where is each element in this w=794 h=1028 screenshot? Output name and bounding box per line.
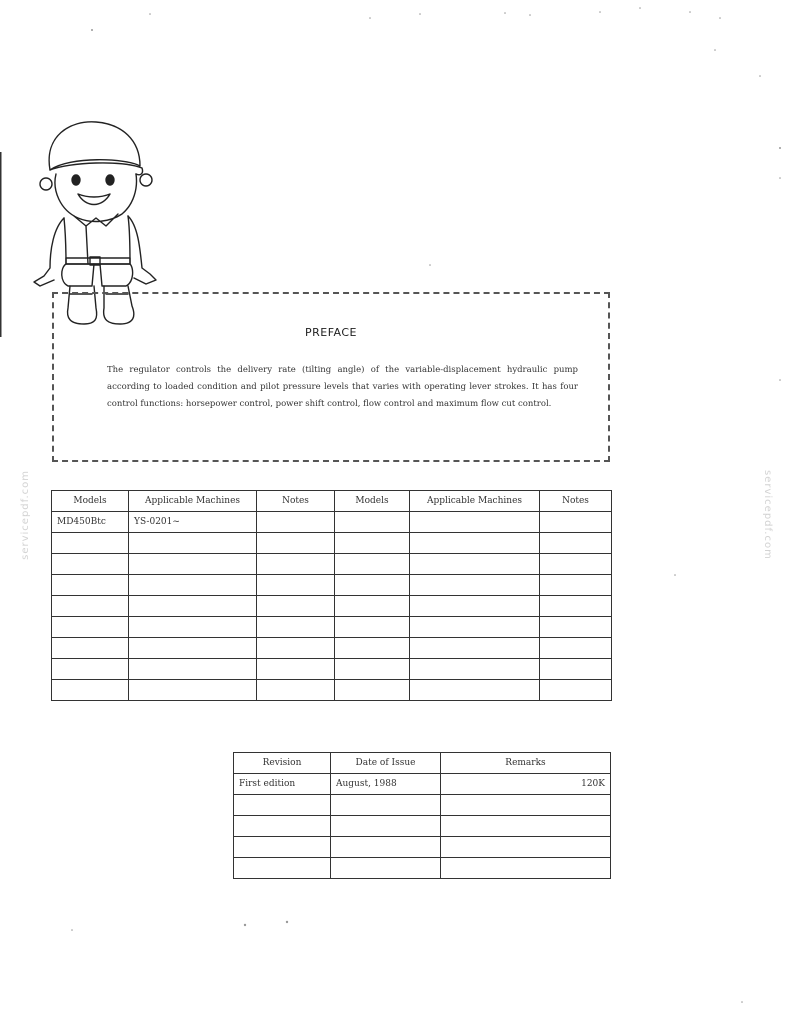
table-row [234, 774, 611, 795]
table-cell [257, 554, 335, 575]
preface-body: The regulator controls the delivery rate (tilting angle) of the variable-displacement hydraulic pump according to loaded condition and pilot pressure levels that varies with operating lever strokes. It has four control functions: horsepower control, power shift control, flow control and maximum flow cut control. [107, 365, 578, 409]
table-row [234, 858, 611, 879]
table-row [234, 795, 611, 816]
table-cell: MD450Btc [52, 512, 129, 533]
table-cell [52, 575, 129, 596]
revision-table [233, 752, 611, 879]
table-cell [257, 659, 335, 680]
table-cell [257, 617, 335, 638]
table-cell [331, 795, 441, 816]
watermark-right: servicepdf.com [762, 470, 773, 560]
table-cell: First edition [234, 774, 331, 795]
table-cell [129, 680, 257, 701]
table-row [234, 837, 611, 858]
table-cell: August, 1988 [331, 774, 441, 795]
table-cell [52, 680, 129, 701]
table-cell [540, 617, 612, 638]
table-row [52, 512, 612, 533]
table-row [52, 554, 612, 575]
table-cell [129, 596, 257, 617]
table-cell [331, 837, 441, 858]
table-cell [441, 858, 611, 879]
table-cell [335, 554, 410, 575]
table-cell [335, 617, 410, 638]
table-cell [540, 575, 612, 596]
column-header: Notes [257, 491, 335, 512]
table-cell [335, 659, 410, 680]
table-cell [257, 533, 335, 554]
table-cell [540, 596, 612, 617]
table-cell [257, 575, 335, 596]
table-cell [410, 659, 540, 680]
table-row [52, 575, 612, 596]
table-cell [257, 638, 335, 659]
table-cell [410, 533, 540, 554]
column-header: Applicable Machines [410, 491, 540, 512]
table-row [52, 596, 612, 617]
table-cell [129, 554, 257, 575]
table-cell [257, 512, 335, 533]
table-cell [335, 575, 410, 596]
table-cell [540, 533, 612, 554]
column-header: Notes [540, 491, 612, 512]
watermark-left: servicepdf.com [20, 470, 31, 560]
table-cell [335, 680, 410, 701]
table-cell [257, 680, 335, 701]
table-cell [335, 512, 410, 533]
table-cell [410, 680, 540, 701]
table-cell [129, 659, 257, 680]
models-table [51, 490, 612, 701]
table-cell [410, 617, 540, 638]
table-cell [52, 638, 129, 659]
table-cell [410, 554, 540, 575]
table-cell [331, 816, 441, 837]
table-cell [410, 512, 540, 533]
table-cell [540, 512, 612, 533]
table-row [52, 638, 612, 659]
table-cell [129, 617, 257, 638]
table-cell [441, 816, 611, 837]
table-cell [52, 659, 129, 680]
revision-table-body [234, 774, 611, 879]
table-cell [52, 596, 129, 617]
table-cell [335, 638, 410, 659]
column-header: Date of Issue [331, 753, 441, 774]
table-cell [331, 858, 441, 879]
table-cell [52, 554, 129, 575]
preface-box [52, 292, 610, 462]
table-cell [410, 638, 540, 659]
table-cell [335, 533, 410, 554]
table-row [52, 680, 612, 701]
table-cell [129, 575, 257, 596]
table-cell [52, 533, 129, 554]
table-cell [540, 659, 612, 680]
models-table-body [52, 512, 612, 701]
table-cell: YS-0201~ [129, 512, 257, 533]
table-cell [234, 837, 331, 858]
preface-title: PREFACE [304, 326, 357, 339]
models-table-header [52, 491, 612, 512]
table-cell [335, 596, 410, 617]
table-cell: 120K [441, 774, 611, 795]
table-row [52, 533, 612, 554]
table-cell [52, 617, 129, 638]
table-cell [129, 533, 257, 554]
column-header: Remarks [441, 753, 611, 774]
table-cell [441, 795, 611, 816]
column-header: Applicable Machines [129, 491, 257, 512]
table-cell [540, 680, 612, 701]
table-cell [441, 837, 611, 858]
table-cell [129, 638, 257, 659]
table-cell [410, 575, 540, 596]
table-cell [234, 858, 331, 879]
table-row [52, 617, 612, 638]
table-cell [540, 554, 612, 575]
table-row [234, 816, 611, 837]
table-cell [234, 816, 331, 837]
revision-table-header [234, 753, 611, 774]
column-header: Revision [234, 753, 331, 774]
table-cell [410, 596, 540, 617]
table-row [52, 659, 612, 680]
table-cell [257, 596, 335, 617]
table-cell [540, 638, 612, 659]
column-header: Models [335, 491, 410, 512]
column-header: Models [52, 491, 129, 512]
table-cell [234, 795, 331, 816]
